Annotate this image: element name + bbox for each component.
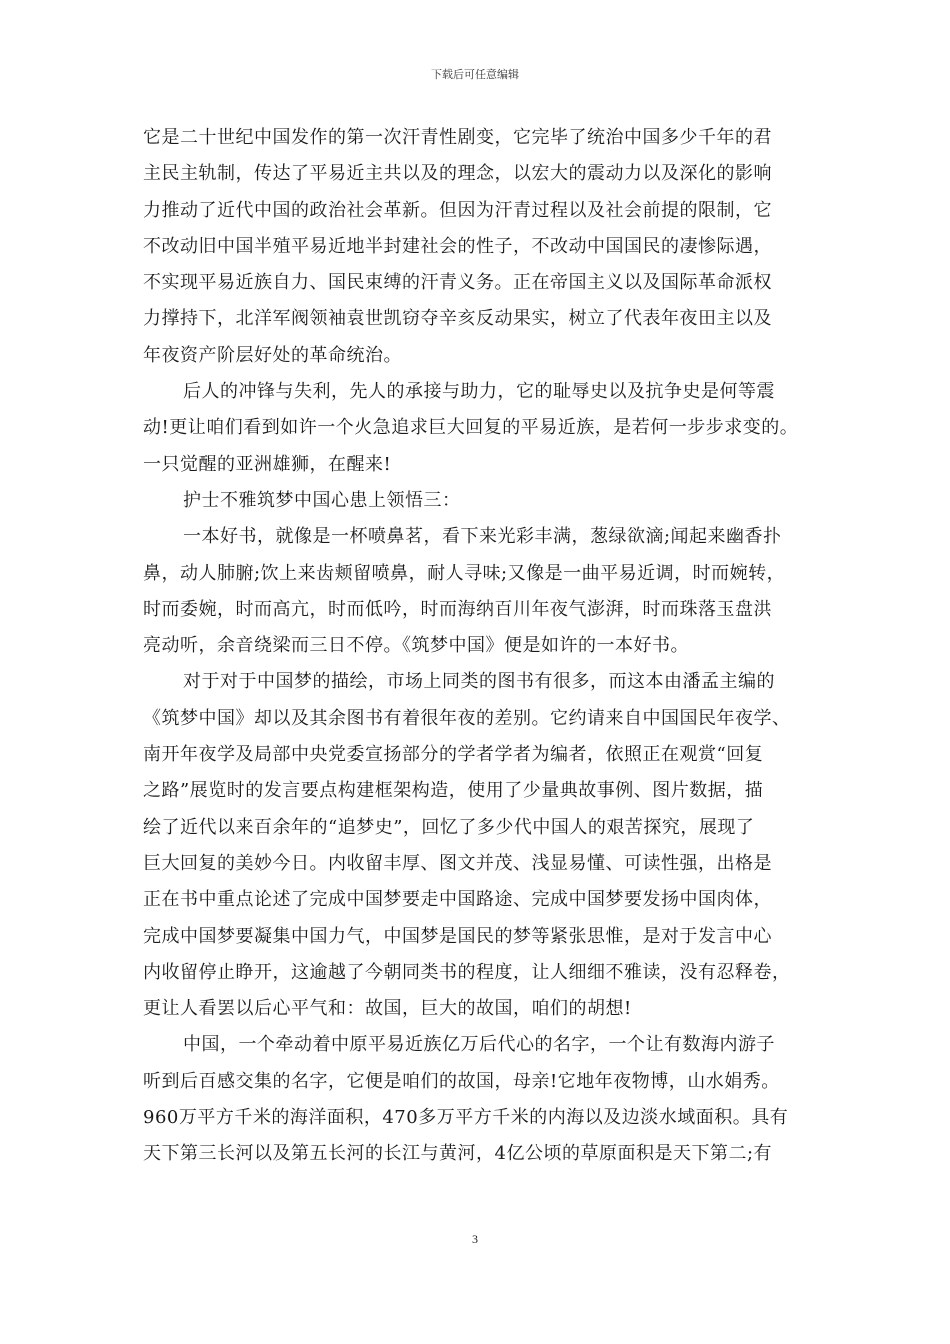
text-line: 听到后百感交集的名字，它便是咱们的故国，母亲!它地年夜物博，山水娟秀。 xyxy=(143,1070,780,1092)
paragraph xyxy=(143,664,811,1027)
text-line: 力推动了近代中国的政治社会革新。但因为汗青过程以及社会前提的限制，它 xyxy=(143,199,772,221)
text-line: 内收留停止睁开，这逾越了今朝同类书的程度，让人细细不雅读，没有忍释卷， xyxy=(143,961,791,983)
text-line: 力撑持下，北洋军阀领袖袁世凯窃夺辛亥反动果实，树立了代表年夜田主以及 xyxy=(143,308,772,330)
text-line: 鼻，动人肺腑;饮上来齿颊留喷鼻，耐人寻味;又像是一曲平易近调，时而婉转， xyxy=(143,562,786,584)
text-line: 一只觉醒的亚洲雄狮，在醒来! xyxy=(143,453,392,475)
paragraph xyxy=(143,519,811,664)
text-line: 亮动听，余音绕梁而三日不停。《筑梦中国》便是如许的一本好书。 xyxy=(143,635,689,657)
document-body xyxy=(143,120,811,1173)
text-line: 绘了近代以来百余年的“追梦史”，回忆了多少代中国人的艰苦探究，展现了 xyxy=(143,816,755,838)
text-line: 之路”展览时的发言要点构建框架构造，使用了少量典故事例、图片数据，描 xyxy=(143,780,764,802)
text-line: 正在书中重点论述了完成中国梦要走中国路途、完成中国梦要发扬中国肉体， xyxy=(143,889,772,911)
text-line: 南开年夜学及局部中央党委宣扬部分的学者学者为编者，依照正在观赏“回复 xyxy=(143,744,764,766)
text-line: 年夜资产阶层好处的革命统治。 xyxy=(143,344,402,366)
paragraph xyxy=(143,1027,811,1172)
text-line: 对于对于中国梦的描绘，市场上同类的图书有很多，而这本由潘孟主编的 xyxy=(183,671,775,693)
page-header: 下载后可任意编辑 xyxy=(431,68,519,81)
text-line: 不改动旧中国半殖平易近地半封建社会的性子，不改动中国国民的凄惨际遇， xyxy=(143,235,772,257)
text-line: 中国，一个牵动着中原平易近族亿万后代心的名字，一个让有数海内游子 xyxy=(183,1034,775,1056)
page-number: 3 xyxy=(472,1232,478,1246)
paragraph xyxy=(143,374,811,483)
text-line: 它是二十世纪中国发作的第一次汗青性剧变，它完毕了统治中国多少千年的君 xyxy=(143,127,772,148)
paragraph xyxy=(143,120,811,374)
text-line: 护士不雅筑梦中国心患上领悟三： xyxy=(183,489,461,511)
text-line: 时而委婉，时而高亢，时而低吟，时而海纳百川年夜气澎湃，时而珠落玉盘洪 xyxy=(143,598,772,620)
text-line: 动!更让咱们看到如许一个火急追求巨大回复的平易近族，是若何一步步求变的。 xyxy=(143,417,799,439)
text-line: 不实现平易近族自力、国民束缚的汗青义务。正在帝国主义以及国际革命派权 xyxy=(143,272,772,294)
text-line: 天下第三长河以及第五长河的长江与黄河，4亿公顷的草原面积是天下第二;有 xyxy=(143,1143,773,1165)
text-line: 一本好书，就像是一杯喷鼻茗，看下来光彩丰满，葱绿欲滴;闻起来幽香扑 xyxy=(183,526,782,548)
text-line: 960万平方千米的海洋面积，470多万平方千米的内海以及边淡水域面积。具有 xyxy=(143,1107,789,1129)
text-line: 更让人看罢以后心平气和：故国，巨大的故国，咱们的胡想! xyxy=(143,998,632,1020)
text-line: 巨大回复的美妙今日。内收留丰厚、图文并茂、浅显易懂、可读性强，出格是 xyxy=(143,852,772,874)
paragraph xyxy=(143,483,811,519)
text-line: 主民主轨制，传达了平易近主共以及的理念，以宏大的震动力以及深化的影响 xyxy=(143,163,772,185)
text-line: 完成中国梦要凝集中国力气，中国梦是国民的梦等紧张思惟，是对于发言中心 xyxy=(143,925,772,947)
text-line: 《筑梦中国》却以及其余图书有着很年夜的差别。它约请来自中国国民年夜学、 xyxy=(143,707,791,729)
text-line: 后人的冲锋与失利，先人的承接与助力，它的耻辱史以及抗争史是何等震 xyxy=(183,381,775,403)
